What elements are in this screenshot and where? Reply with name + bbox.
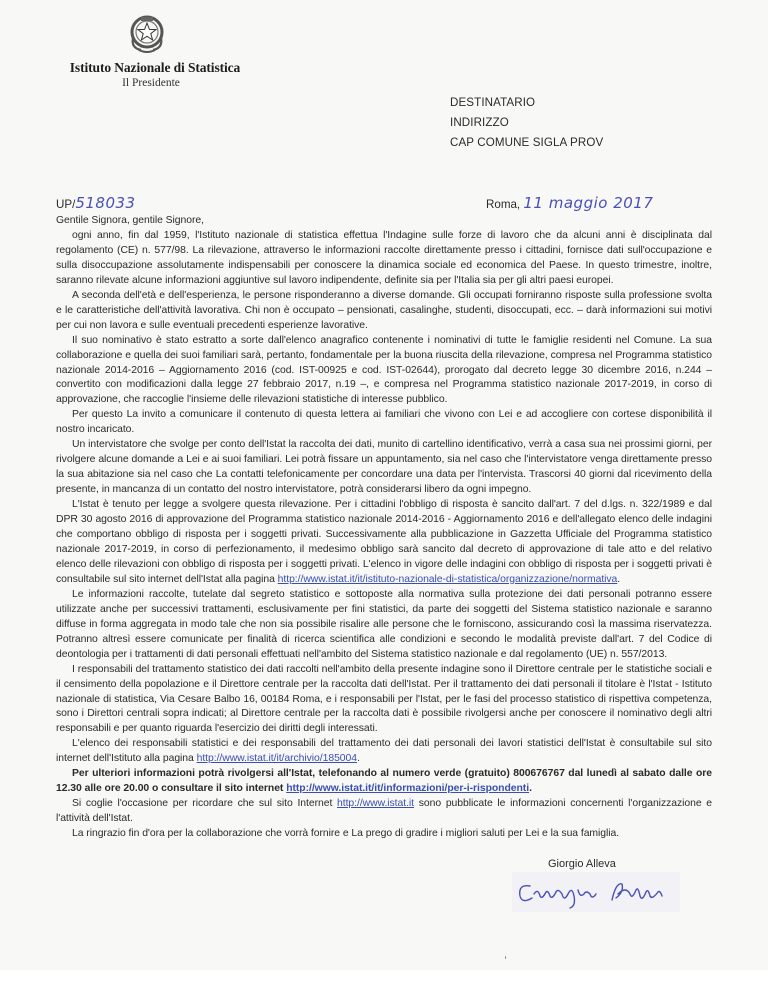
letter-date [486,194,653,212]
istat-home-link[interactable]: http://www.istat.it [337,798,415,810]
normativa-link[interactable]: http://www.istat.it/it/istituto-nazionale-di-statistica/organizzazione/normativa [277,573,618,585]
protocol-handwritten-number: 518033 [75,194,136,212]
paragraph-closing: La ringrazio fin d'ora per la collaborazione che vorrà fornire e La prego di gradire i migliori saluti per Lei e la sua famiglia. [72,828,620,840]
signer-name: Giorgio Alleva [548,858,616,870]
paragraph-privacy: Le informazioni raccolte, tutelate dal segreto statistico e sottoposte alla normativa sulla protezione dei dati personali potranno essere utilizzate anche per successivi trattamenti, esclusivamente per fini statistici, da parte dei soggetti del Sistema statistico nazionale e saranno diffuse in forma aggregata in modo tale che non sia possibile risalire alle persone che le forniscono, assicurando così la massima riservatezza. Potranno altresì essere comunicate per finalità di ricerca scientifica alle condizioni e secondo le modalità previste dall'art. 7 del Codice di deontologia per i trattamenti di dati personali effettuati nell'ambito del Sistema statistico nazionale e dal regolamento (UE) n. 557/2013. [56,588,712,660]
italian-republic-emblem-icon [127,12,167,54]
letter-body [56,214,712,842]
protocol-prefix: UP/ [56,198,76,211]
date-place: Roma, [486,198,521,211]
paragraph-interviewer: Un intervistatore che svolge per conto dell'Istat la raccolta dei dati, munito di cartellino identificativo, verrà a casa sua nei prossimi giorni, per rivolgere alcune domande a Lei e ai suoi familiari. Lei potrà fissare un appuntamento, sia nel caso che l'intervistatore venga direttamente presso la sua abitazione sia nel caso che La contatti telefonicamente per concordare una data per l'intervista. Trascorsi 40 giorni dal ricevimento della presente, in mancanza di un contatto del nostro intervistatore, potrà considerarsi libero da ogni impegno. [56,439,712,496]
salutation: Gentile Signora, gentile Signore, [56,215,204,226]
paragraph-contact-info: Per ulteriori informazioni potrà rivolgersi all'Istat, telefonando al numero verde (gratuito) 800676767 dal lunedì al sabato dalle ore 12.30 alle ore 20.00 o consultare il sito internet http://www.istat.it/it/informazioni/per-i-rispondenti. [56,768,712,795]
recipient-name: DESTINATARIO [450,96,536,109]
paragraph-invitation: Per questo La invito a comunicare il contenuto di questa lettera ai familiari che vivono con Lei e ad accogliere con cortese disponibilità il nostro incaricato. [56,409,712,436]
paragraph-data-controllers: I responsabili del trattamento statistico dei dati raccolti nell'ambito della presente indagine sono il Direttore centrale per le statistiche sociali e il censimento della popolazione e il Direttore centrale per la raccolta dati dell'Istat. Per il trattamento dei dati personali il titolare è l'Istat - Istituto nazionale di statistica, Via Cesare Balbo 16, 00184 Roma, e i responsabili per l'Istat, per le fasi del processo statistico di rispettiva competenza, sono i Direttori centrali sopra indicati; al Direttore centrale per la raccolta dati è possibile rivolgersi anche per conoscere il nominativo degli altri responsabili e per quanto riguarda l'esercizio dei diritti degli interessati. [56,663,712,735]
paragraph-responsible-list: L'elenco dei responsabili statistici e dei responsabili del trattamento dei dati personali dei lavori statistici dell'Istat è consultabile sul sito internet dell'Istituto alla pagina http://www.istat.it/it/archivio/185004. [56,738,712,765]
rispondenti-link[interactable]: http://www.istat.it/it/informazioni/per-i-rispondenti [286,783,530,795]
archivio-link[interactable]: http://www.istat.it/it/archivio/185004 [196,753,357,765]
paragraph-selection: Il suo nominativo è stato estratto a sorte dall'elenco anagrafico contenente i nominativi di tutte le famiglie residenti nel Comune. La sua collaborazione e quella dei suoi familiari sarà, pertanto, fondamentale per la buona riuscita della rilevazione, compresa nel Programma statistico nazionale 2014-2016 – Aggiornamento 2016 (cod. IST-00925 e cod. IST-02644), prorogato dal decreto legge 30 dicembre 2016, n.244 – convertito con modificazioni dalla legge 27 febbraio 2017, n.19 –, e compresa nel Programma statistico nazionale 2017-2019, in corso di approvazione, che raccoglie l'insieme delle rilevazioni statistiche di interesse pubblico. [56,334,712,406]
organization-role: Il Presidente [122,77,180,89]
recipient-city: CAP COMUNE SIGLA PROV [450,136,604,149]
handwritten-signature-icon [512,872,680,912]
organization-name: Istituto Nazionale di Statistica [69,60,241,75]
paragraph-legal-obligation: L'Istat è tenuto per legge a svolgere questa rilevazione. Per i cittadini l'obbligo di risposta è sancito dall'art. 7 del d.lgs. n. 322/1989 e dal DPR 30 agosto 2016 di approvazione del Programma statistico nazionale 2014-2016 - Aggiornamento 2016 e dell'allegato elenco delle indagini che comportano obbligo di risposta per i soggetti privati. Successivamente alla pubblicazione in Gazzetta Ufficiale del Programma statistico nazionale 2017-2019, in corso di perfezionamento, il medesimo obbligo sarà sancito dal decreto di approvazione di tale atto e del relativo elenco delle rilevazioni con obbligo di risposta per i soggetti privati. L'elenco in vigore delle indagini con obbligo di risposta per i soggetti privati è consultabile sul sito internet dell'Istat alla pagina http://www.istat.it/it/istituto-nazionale-di-statistica/organizzazione/normativa. [56,499,712,585]
recipient-street: INDIRIZZO [450,116,509,129]
recipient-address [450,93,603,153]
date-handwritten: 11 maggio 2017 [523,194,654,212]
page-mark [505,956,506,959]
letterhead [60,12,250,89]
paragraph-survey-intro: ogni anno, fin dal 1959, l'Istituto nazionale di statistica effettua l'Indagine sulle forze di lavoro che da alcuni anni è disciplinata dal regolamento (CE) n. 577/98. La rilevazione, attraverso le informazioni raccolte direttamente presso i cittadini, fornisce dati sull'occupazione e sulla disoccupazione assolutamente indispensabili per conoscere la dinamica sociale ed economica del Paese. In questo trimestre, inoltre, saranno rilevate alcune informazioni aggiuntive sul lavoro indipendente, definite sia per l'Italia sia per gli altri paesi europei. [56,229,712,286]
protocol-number [56,194,136,212]
paragraph-website: Si coglie l'occasione per ricordare che sul sito Internet http://www.istat.it sono pubblicate le informazioni concernenti l'organizzazione e l'attività dell'Istat. [56,798,713,825]
paragraph-questions: A seconda dell'età e dell'esperienza, le persone risponderanno a diverse domande. Gli occupati forniranno risposte sulla professione svolta e le caratteristiche dell'attività lavorativa. Chi non è occupato – pensionati, casalinghe, studenti, disoccupati, ecc. – darà informazioni sui motivi per cui non lavora e sulle eventuali precedenti esperienze lavorative. [56,289,712,331]
